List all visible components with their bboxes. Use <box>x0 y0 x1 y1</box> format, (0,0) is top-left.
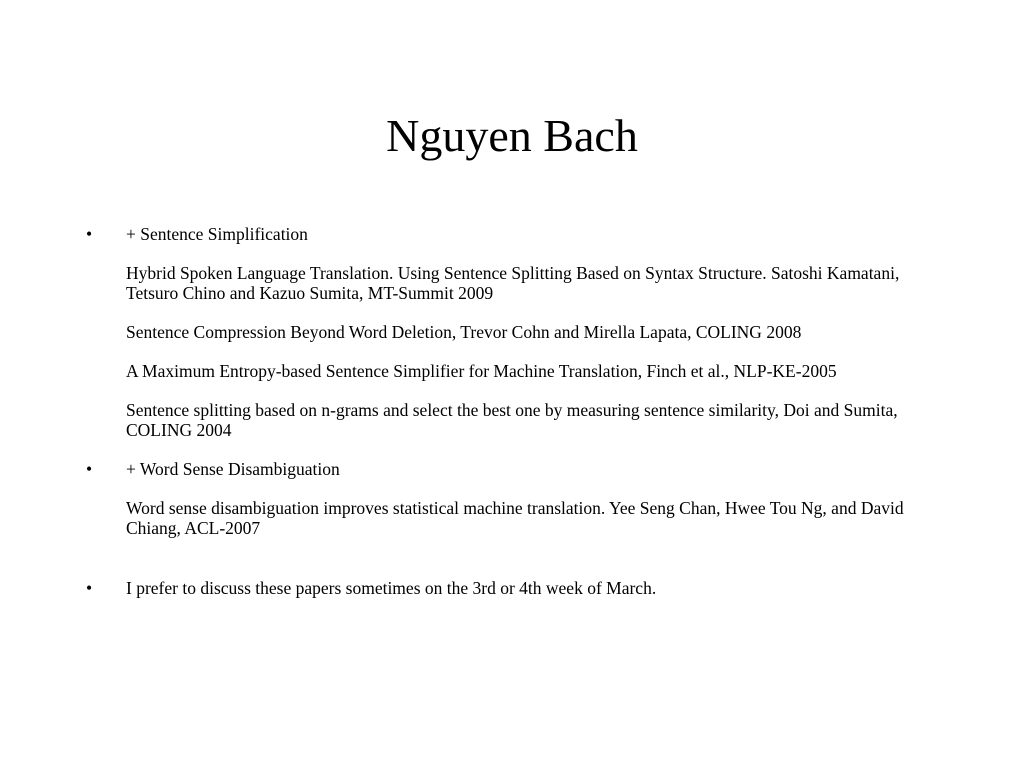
bullet-sentence-simplification <box>86 224 946 440</box>
bullet-marker: • <box>86 578 93 598</box>
bullet-list <box>86 224 946 598</box>
reference-item: Sentence splitting based on n-grams and select the best one by measuring sentence similarity, Doi and Sumita, COLING 2004 <box>126 400 898 440</box>
bullet-word-sense-disambiguation <box>86 459 946 538</box>
reference-item: Hybrid Spoken Language Translation. Using Sentence Splitting Based on Syntax Structure. Satoshi Kamatani, Tetsuro Chino and Kazuo Sumita, MT-Summit 2009 <box>126 263 900 303</box>
reference-item: Sentence Compression Beyond Word Deletion, Trevor Cohn and Mirella Lapata, COLING 2008 <box>126 322 802 342</box>
slide-title: Nguyen Bach <box>386 110 638 161</box>
bullet-marker: • <box>86 224 93 244</box>
bullet-marker: • <box>86 459 93 479</box>
bullet-heading: + Word Sense Disambiguation <box>126 459 340 479</box>
bullet-heading: + Sentence Simplification <box>126 224 308 244</box>
reference-item: A Maximum Entropy-based Sentence Simplifier for Machine Translation, Finch et al., NLP-KE-2005 <box>126 361 837 381</box>
bullet-heading: I prefer to discuss these papers sometimes on the 3rd or 4th week of March. <box>126 578 657 598</box>
reference-item: Word sense disambiguation improves statistical machine translation. Yee Seng Chan, Hwee Tou Ng, and David Chiang, ACL-2007 <box>126 498 904 538</box>
bullet-discussion-note <box>86 578 946 598</box>
